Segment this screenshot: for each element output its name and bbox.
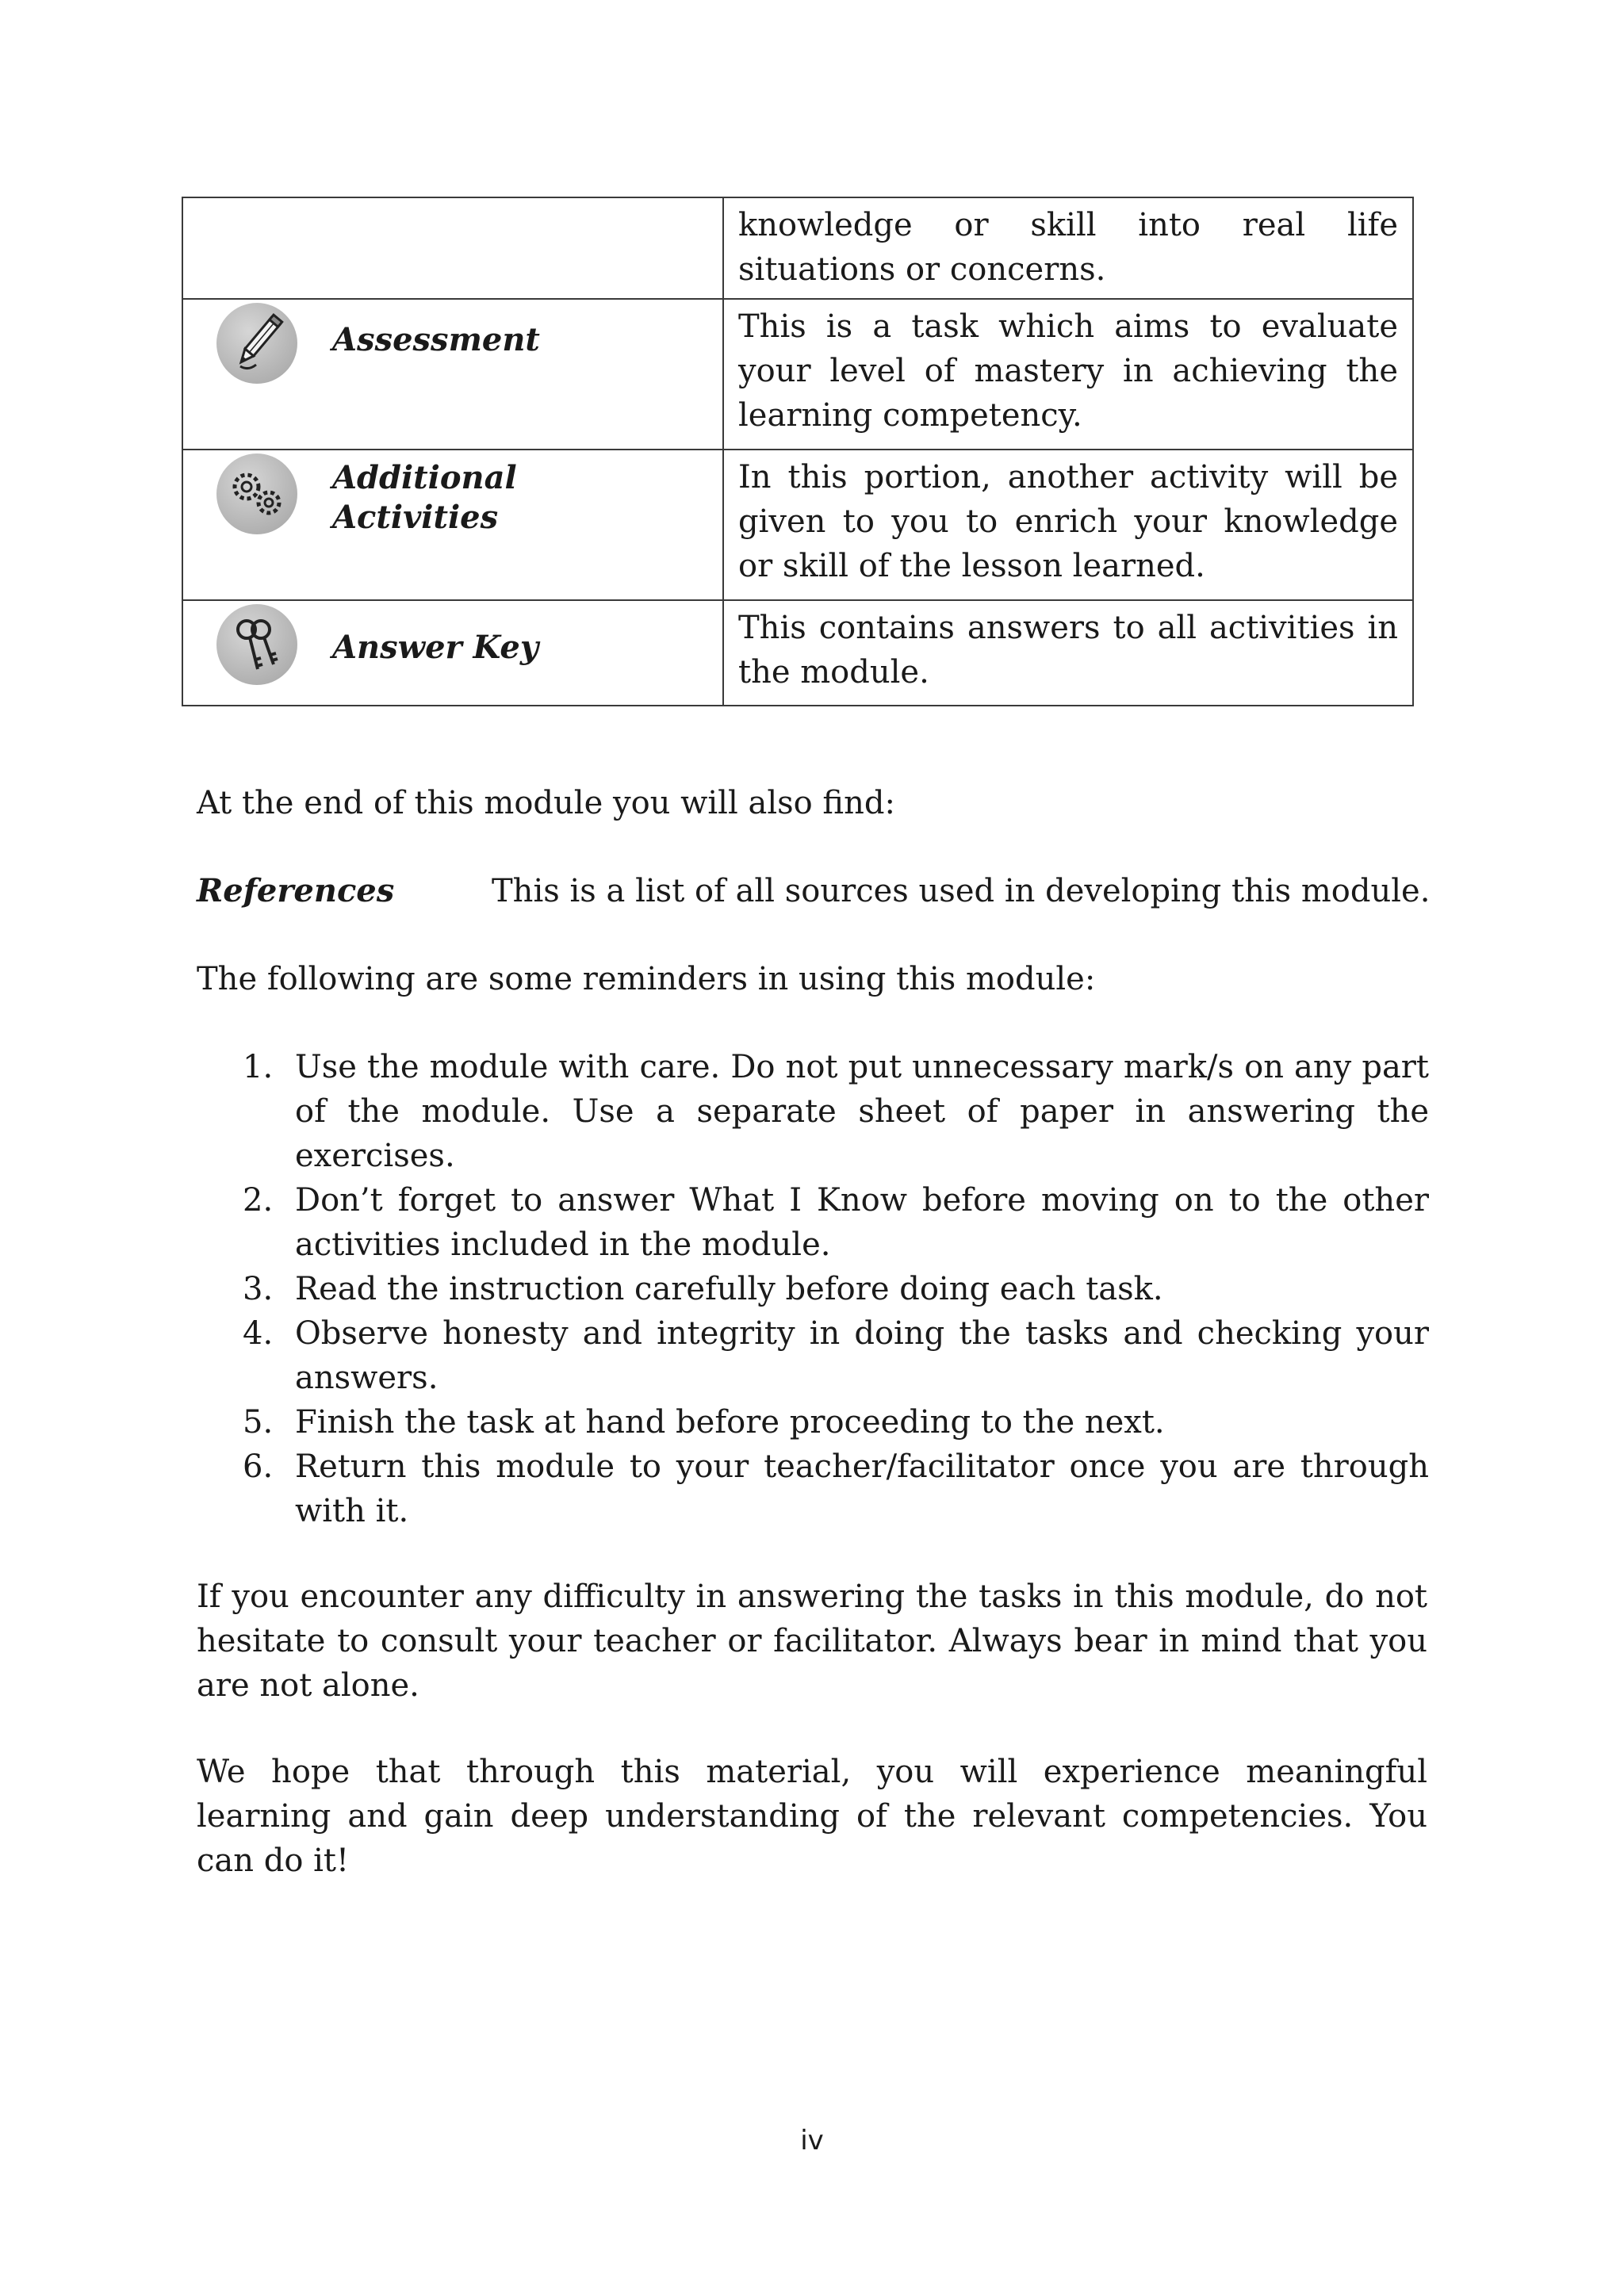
list-item	[197, 1267, 1429, 1311]
list-item	[197, 1445, 1429, 1533]
page-number: iv	[800, 2125, 824, 2156]
row-label-cell	[182, 197, 723, 299]
row-label-cell	[182, 299, 723, 450]
end-intro: At the end of this module you will also find:	[197, 785, 895, 821]
row-label-line2: Activities	[332, 499, 499, 536]
list-item	[197, 1178, 1429, 1267]
references-description: This is a list of all sources used in developing this module.	[492, 873, 1431, 909]
list-number: 3.	[243, 1271, 274, 1307]
row-description: This contains answers to all activities in the module.	[723, 600, 1413, 706]
list-item	[197, 1311, 1429, 1400]
table-row	[182, 299, 1413, 450]
list-text: Observe honesty and integrity in doing the tasks and checking your answers.	[295, 1315, 1429, 1396]
keys-icon	[216, 604, 297, 685]
list-text: Don’t forget to answer What I Know before moving on to the other activities included in the module.	[295, 1182, 1429, 1263]
list-text: Read the instruction carefully before doing each task.	[295, 1271, 1163, 1307]
list-number: 4.	[243, 1315, 274, 1352]
table-row	[182, 600, 1413, 706]
row-label: Answer Key	[332, 629, 539, 666]
list-text: Return this module to your teacher/facilitator once you are through with it.	[295, 1448, 1429, 1529]
list-item	[197, 1045, 1429, 1178]
list-text: Use the module with care. Do not put unnecessary mark/s on any part of the module. Use a separate sheet of paper in answering the exercises.	[295, 1049, 1429, 1174]
closing-paragraph: We hope that through this material, you will experience meaningful learning and gain deep understanding of the relevant competencies. You can do it!	[197, 1754, 1427, 1879]
list-text: Finish the task at hand before proceeding to the next.	[295, 1404, 1165, 1441]
list-number: 5.	[243, 1404, 274, 1441]
gears-icon	[216, 453, 297, 534]
table-row	[182, 197, 1413, 299]
row-description: In this portion, another activity will be given to you to enrich your knowledge or skill of the lesson learned.	[723, 450, 1413, 600]
list-number: 2.	[243, 1182, 274, 1219]
row-label: Assessment	[332, 321, 540, 358]
module-parts-table	[182, 197, 1414, 706]
pencil-icon	[216, 303, 297, 384]
list-number: 1.	[243, 1049, 274, 1085]
row-label-cell	[182, 450, 723, 600]
table-row	[182, 450, 1413, 600]
row-description: This is a task which aims to evaluate your level of mastery in achieving the learning competency.	[723, 299, 1413, 450]
difficulty-paragraph: If you encounter any difficulty in answering the tasks in this module, do not hesitate to consult your teacher or facilitator. Always bear in mind that you are not alone.	[197, 1578, 1427, 1704]
references-term: References	[197, 872, 395, 909]
reminders-list	[197, 1045, 1429, 1533]
list-number: 6.	[243, 1448, 274, 1485]
row-description: knowledge or skill into real life situations or concerns.	[723, 197, 1413, 299]
row-label-cell	[182, 600, 723, 706]
list-item	[197, 1400, 1429, 1445]
row-label-line1: Additional	[332, 459, 517, 496]
reminders-intro: The following are some reminders in using this module:	[197, 961, 1096, 997]
